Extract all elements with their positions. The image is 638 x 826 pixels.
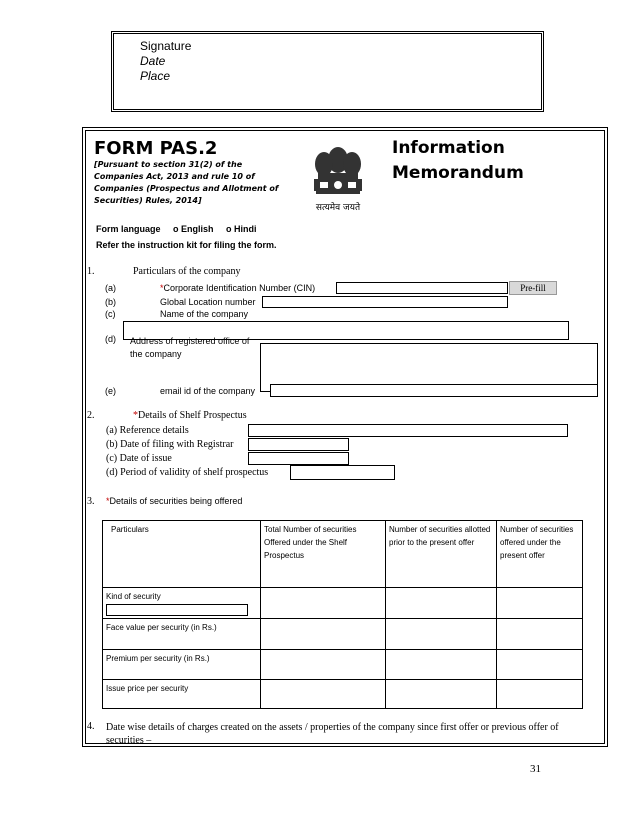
form-subtitle: [Pursuant to section 31(2) of the Companies Act, 2013 and rule 10 of Companies (Prospectus and Allotment of Securities) Rules, 2014] (94, 160, 279, 205)
table-cell[interactable] (497, 650, 583, 680)
column-header: Number of securities allotted prior to the present offer (386, 521, 497, 588)
address-label: Address of registered office of the company (130, 336, 250, 359)
page-number: 31 (530, 763, 541, 775)
section1-title: Particulars of the company (133, 266, 241, 277)
table-cell[interactable] (261, 619, 386, 650)
signature-label: Signature (140, 39, 192, 53)
gln-label: Global Location number (160, 297, 256, 307)
table-cell[interactable] (261, 650, 386, 680)
table-row (103, 588, 583, 619)
table-cell[interactable] (497, 680, 583, 709)
item-b-letter: (b) (105, 297, 116, 307)
table-row (103, 680, 583, 709)
language-option-hindi[interactable]: o Hindi (226, 224, 257, 234)
email-input[interactable] (270, 384, 598, 397)
table-cell[interactable] (497, 619, 583, 650)
section4-text: Date wise details of charges created on the assets / properties of the company since first offer or previous offer of securities – (106, 722, 559, 746)
row-label: Issue price per security (103, 680, 261, 709)
form-title: FORM PAS.2 (94, 138, 218, 159)
language-option-english[interactable]: o English (173, 224, 214, 234)
cin-label (160, 283, 315, 294)
issue-date-label: (c) Date of issue (106, 453, 172, 464)
section1-number: 1. (87, 266, 95, 277)
filing-date-input[interactable] (248, 438, 349, 451)
emblem-motto: सत्यमेव जयते (315, 203, 361, 213)
validity-period-input[interactable] (290, 465, 395, 480)
item-d-letter: (d) (105, 334, 116, 344)
securities-table (102, 520, 583, 709)
info-line-2: Memorandum (392, 163, 524, 183)
filing-date-label: (b) Date of filing with Registrar (106, 439, 234, 450)
section3-number: 3. (87, 496, 95, 507)
section2-title (133, 410, 247, 422)
date-label: Date (140, 54, 166, 68)
table-cell[interactable] (386, 680, 497, 709)
table-cell[interactable] (497, 588, 583, 619)
row-label-text: Kind of security (106, 592, 161, 601)
place-label: Place (140, 69, 171, 83)
item-e-letter: (e) (105, 386, 116, 396)
section2-title-text: Details of Shelf Prospectus (138, 410, 247, 421)
kind-of-security-input[interactable] (106, 604, 248, 616)
form-language-row (96, 224, 257, 234)
table-cell[interactable] (386, 619, 497, 650)
required-star: * (160, 283, 164, 293)
cin-input[interactable] (336, 282, 508, 294)
form-language-label: Form language (96, 224, 161, 234)
company-name-label: Name of the company (160, 309, 249, 319)
table-cell[interactable] (261, 680, 386, 709)
info-line-1: Information (392, 138, 505, 158)
row-label: Premium per security (in Rs.) (103, 650, 261, 680)
national-emblem-icon (302, 140, 374, 218)
reference-details-input[interactable] (248, 424, 568, 437)
email-label: email id of the company (160, 386, 256, 396)
table-row (103, 650, 583, 680)
prefill-button[interactable]: Pre-fill (509, 281, 557, 295)
section3-title-text: Details of securities being offered (109, 496, 243, 506)
column-header: Total Number of securities Offered under the Shelf Prospectus (261, 521, 386, 588)
table-row (103, 619, 583, 650)
item-a-letter: (a) (105, 283, 116, 293)
item-c-letter: (c) (105, 309, 116, 319)
info-memorandum-title (392, 136, 524, 186)
section2-number: 2. (87, 410, 95, 421)
instruction-text: Refer the instruction kit for filing the form. (96, 240, 277, 250)
column-header: Particulars (103, 521, 261, 588)
reference-details-label: (a) Reference details (106, 425, 189, 436)
table-cell[interactable] (386, 588, 497, 619)
column-header: Number of securities offered under the present offer (497, 521, 583, 588)
required-star: * (133, 410, 138, 421)
issue-date-input[interactable] (248, 452, 349, 465)
section3-title (106, 496, 242, 507)
table-header-row (103, 521, 583, 588)
row-label: Face value per security (in Rs.) (103, 619, 261, 650)
row-label (103, 588, 261, 619)
required-star: * (106, 496, 110, 506)
table-cell[interactable] (261, 588, 386, 619)
gln-input[interactable] (262, 296, 508, 308)
validity-period-label: (d) Period of validity of shelf prospectus (106, 467, 269, 478)
section4-number: 4. (87, 721, 95, 732)
cin-label-text: Corporate Identification Number (CIN) (163, 283, 316, 293)
table-cell[interactable] (386, 650, 497, 680)
